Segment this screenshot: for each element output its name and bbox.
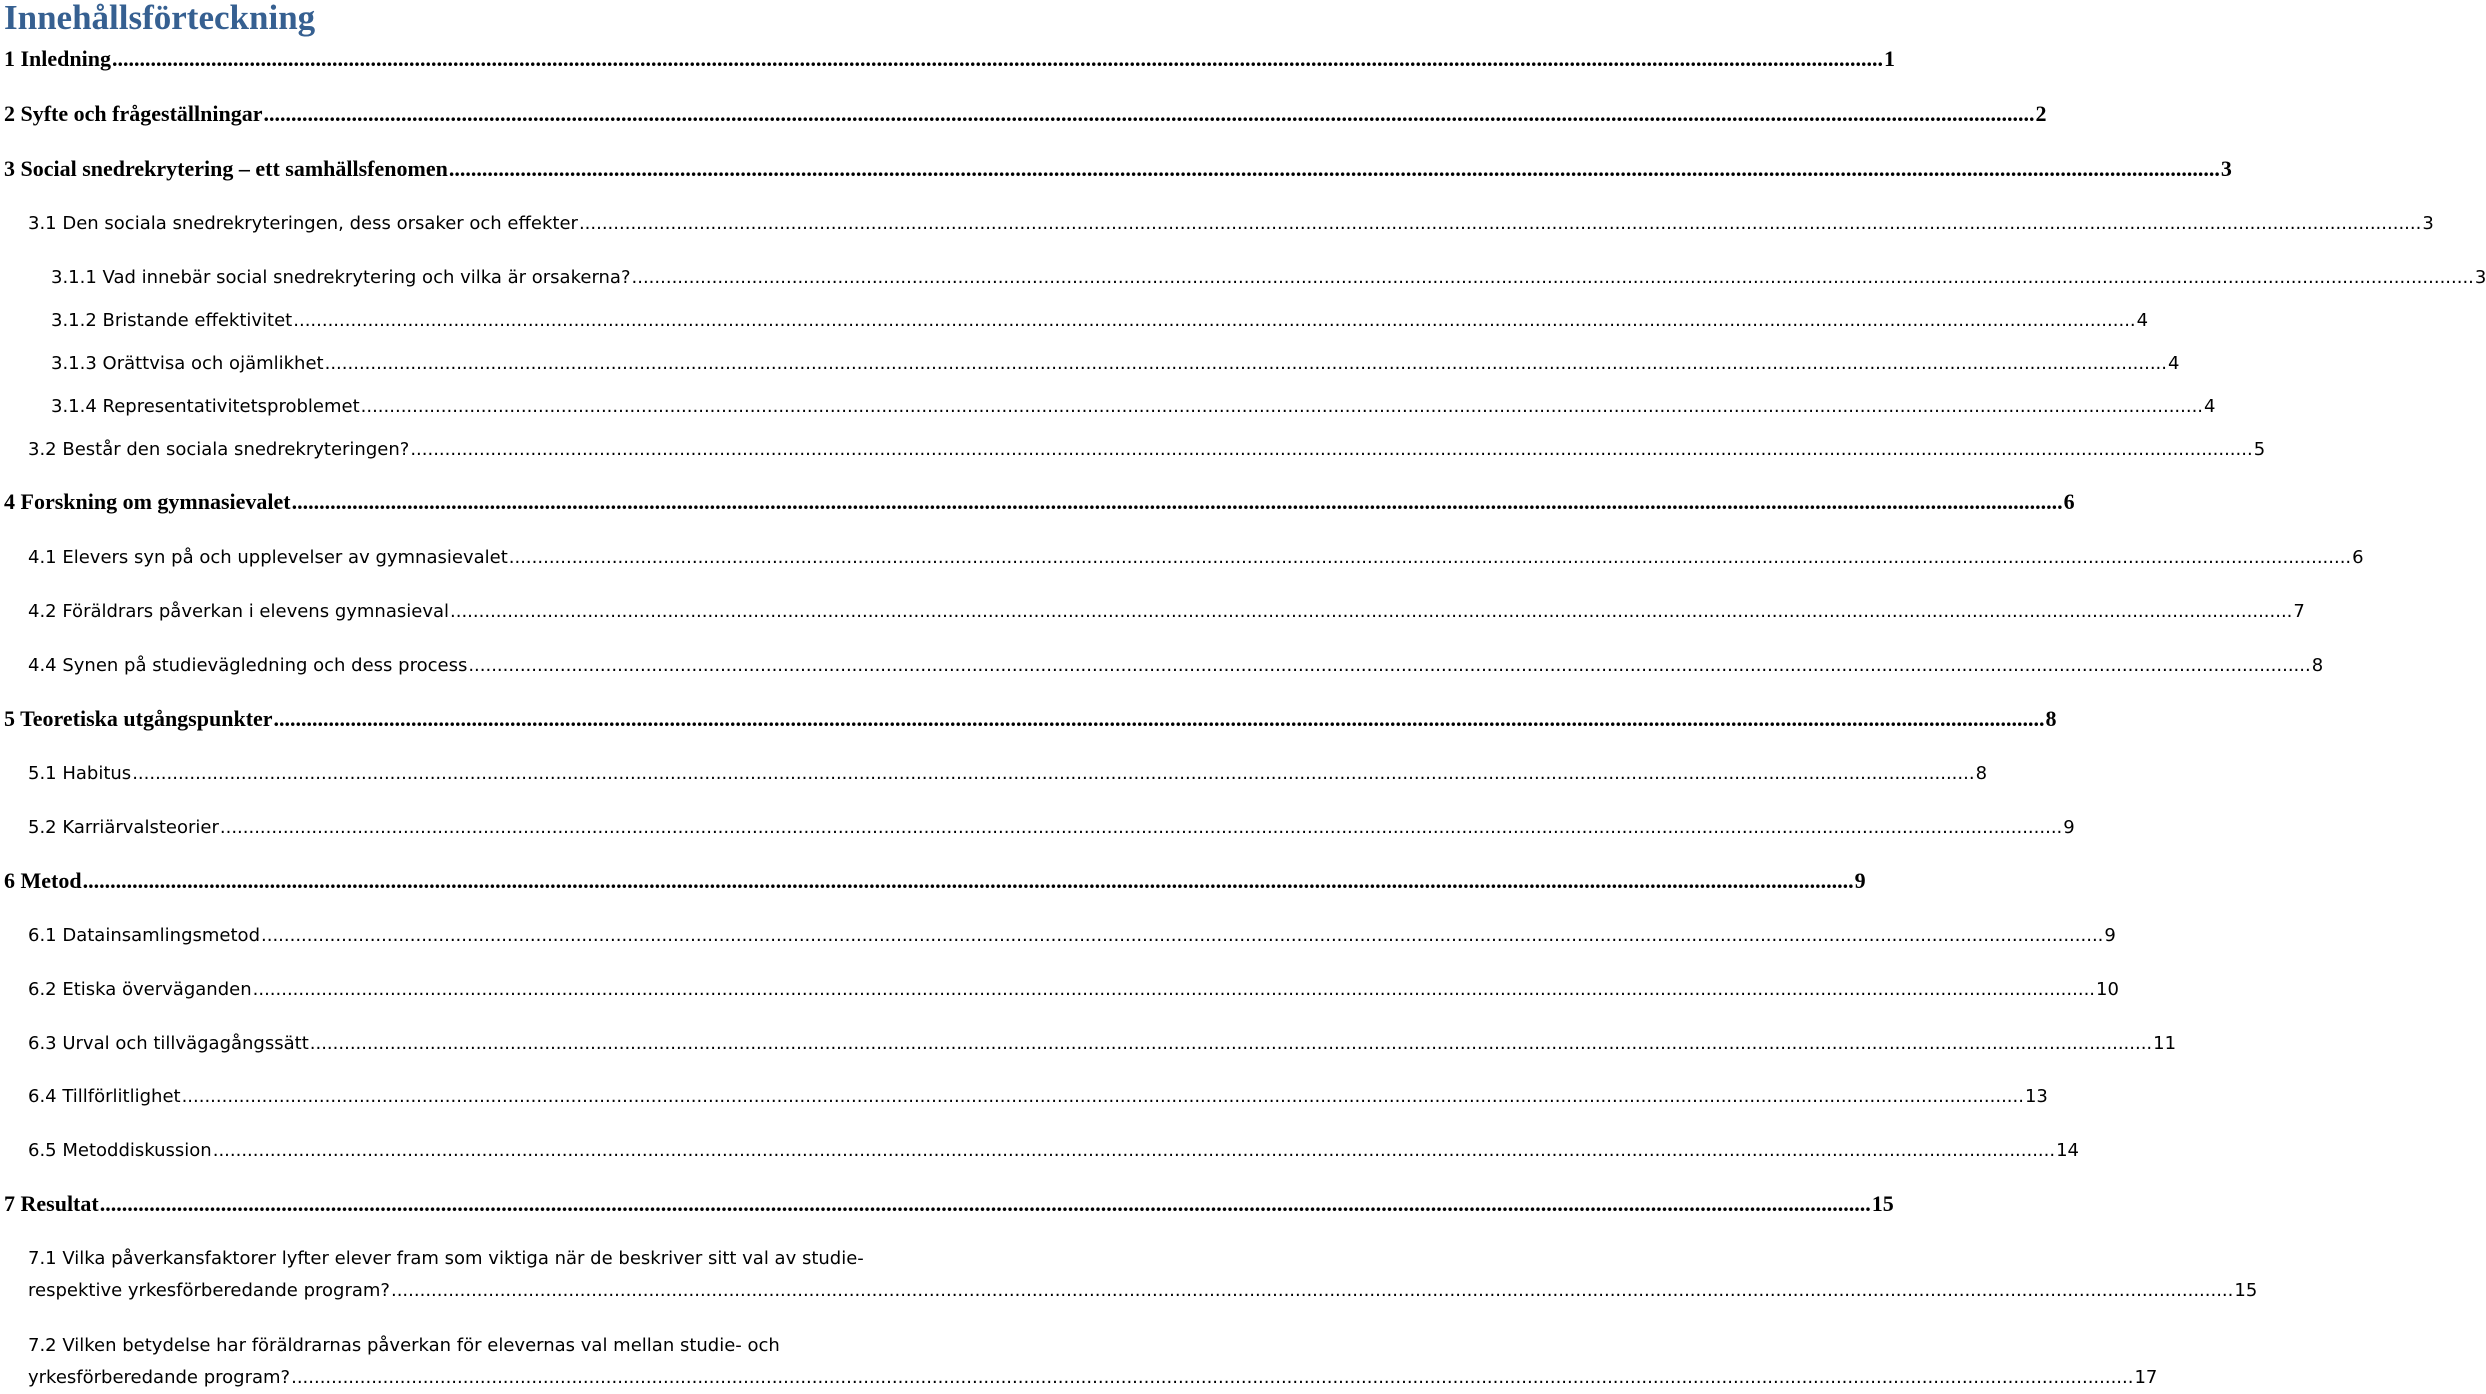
toc-entry-text: 4.4 Synen på studievägledning och dess process bbox=[28, 655, 468, 676]
toc-page-number: 15 bbox=[2234, 1280, 2258, 1301]
toc-entry-text: 6.1 Datainsamlingsmetod bbox=[28, 925, 260, 946]
toc-entry-5-2[interactable] bbox=[0, 817, 2075, 838]
toc-leader bbox=[112, 46, 1883, 72]
toc-entry-3[interactable] bbox=[0, 156, 2232, 182]
toc-leader bbox=[220, 817, 2062, 838]
toc-leader bbox=[292, 489, 2063, 515]
toc-entry-text: 5.2 Karriärvalsteorier bbox=[28, 817, 219, 838]
toc-leader bbox=[325, 353, 2167, 374]
toc-entry-text: 3.1.2 Bristande effektivitet bbox=[51, 310, 293, 331]
toc-page-number: 4 bbox=[2136, 310, 2149, 331]
toc-entry-text: 4 Forskning om gymnasievalet bbox=[4, 489, 291, 514]
toc-entry-text: 3.2 Består den sociala snedrekryteringen? bbox=[28, 439, 410, 460]
toc-entry-6-5[interactable] bbox=[0, 1140, 2080, 1161]
toc-entry-6-1[interactable] bbox=[0, 925, 2116, 946]
toc-page-number: 8 bbox=[1975, 763, 1988, 784]
toc-page-number: 1 bbox=[1884, 46, 1895, 71]
toc-page-number: 9 bbox=[2063, 817, 2075, 838]
toc-leader bbox=[100, 1191, 1871, 1217]
toc-entry-2[interactable] bbox=[0, 101, 2047, 127]
toc-entry-text: 7.1 Vilka påverkansfaktorer lyfter elever fram som viktiga när de beskriver sitt val av studie- bbox=[28, 1248, 864, 1269]
toc-entry-7[interactable] bbox=[0, 1191, 1894, 1217]
toc-entry-text: 3.1.3 Orättvisa och ojämlikhet bbox=[51, 353, 324, 374]
toc-entry-7-2[interactable] bbox=[0, 1330, 2158, 1394]
toc-leader bbox=[509, 547, 2351, 568]
toc-leader bbox=[391, 1275, 2233, 1307]
toc-page-number: 6 bbox=[2352, 547, 2364, 568]
toc-leader bbox=[291, 1362, 2133, 1394]
toc-entry-6-2[interactable] bbox=[0, 979, 2119, 1000]
toc-title: Innehållsförteckning bbox=[4, 0, 316, 37]
toc-page-number: 3 bbox=[2220, 156, 2232, 181]
toc-entry-7-1[interactable] bbox=[0, 1243, 2258, 1307]
toc-page-number: 15 bbox=[1871, 1191, 1894, 1216]
toc-leader bbox=[449, 156, 2220, 182]
toc-page-number: 17 bbox=[2134, 1367, 2158, 1388]
toc-leader bbox=[361, 396, 2203, 417]
toc-entry-6[interactable] bbox=[0, 868, 1866, 894]
toc-leader bbox=[579, 213, 2421, 234]
toc-entry-text: 7.2 Vilken betydelse har föräldrarnas påverkan för elevernas val mellan studie- och bbox=[28, 1335, 780, 1356]
toc-entry-4-2[interactable] bbox=[0, 601, 2305, 622]
toc-entry-text: 6.4 Tillförlitlighet bbox=[28, 1086, 181, 1107]
toc-page-number: 9 bbox=[2104, 925, 2116, 946]
toc-page-number: 10 bbox=[2096, 979, 2119, 1000]
toc-entry-4[interactable] bbox=[0, 489, 2075, 515]
toc-page-number: 9 bbox=[1854, 868, 1866, 893]
toc-page-number: 7 bbox=[2293, 601, 2305, 622]
toc-page-number: 14 bbox=[2056, 1140, 2080, 1161]
toc-entry-3-1[interactable] bbox=[0, 213, 2434, 234]
toc-page-number: 5 bbox=[2253, 439, 2266, 460]
toc-entry-text: 7 Resultat bbox=[4, 1191, 99, 1216]
toc-page-number: 3 bbox=[2474, 267, 2486, 288]
toc-leader bbox=[274, 706, 2045, 732]
toc-page-number: 8 bbox=[2045, 706, 2057, 731]
toc-entry-text: 6.5 Metoddiskussion bbox=[28, 1140, 212, 1161]
toc-entry-5[interactable] bbox=[0, 706, 2057, 732]
toc-page-number: 11 bbox=[2153, 1033, 2177, 1054]
toc-entry-text-continued: yrkesförberedande program? bbox=[28, 1367, 291, 1388]
toc-leader bbox=[310, 1033, 2152, 1054]
toc-page-number: 13 bbox=[2024, 1086, 2048, 1107]
toc-leader bbox=[261, 925, 2103, 946]
toc-entry-text: 5 Teoretiska utgångspunkter bbox=[4, 706, 273, 731]
toc-entry-5-1[interactable] bbox=[0, 763, 1988, 784]
toc-page-number: 4 bbox=[2168, 353, 2180, 374]
toc-leader bbox=[450, 601, 2292, 622]
toc-leader bbox=[83, 868, 1854, 894]
toc-entry-text: 6.2 Etiska överväganden bbox=[28, 979, 252, 1000]
toc-leader bbox=[410, 439, 2252, 460]
toc-entry-text: 2 Syfte och frågeställningar bbox=[4, 101, 263, 126]
toc-entry-text: 3.1 Den sociala snedrekryteringen, dess orsaker och effekter bbox=[28, 213, 578, 234]
toc-page-number: 3 bbox=[2422, 213, 2434, 234]
toc-entry-3-1-4[interactable] bbox=[0, 396, 2216, 417]
toc-entry-6-3[interactable] bbox=[0, 1033, 2177, 1054]
toc-entry-text: 5.1 Habitus bbox=[28, 763, 132, 784]
toc-leader bbox=[253, 979, 2095, 1000]
toc-entry-6-4[interactable] bbox=[0, 1086, 2048, 1107]
toc-entry-3-2[interactable] bbox=[0, 439, 2266, 460]
toc-entry-3-1-2[interactable] bbox=[0, 310, 2149, 331]
toc-leader bbox=[213, 1140, 2055, 1161]
toc-leader bbox=[293, 310, 2135, 331]
toc-entry-text: 3 Social snedrekrytering – ett samhällsfenomen bbox=[4, 156, 448, 181]
toc-entry-text: 3.1.4 Representativitetsproblemet bbox=[51, 396, 360, 417]
toc-entry-4-1[interactable] bbox=[0, 547, 2364, 568]
toc-entry-text: 1 Inledning bbox=[4, 46, 111, 71]
toc-entry-1[interactable] bbox=[0, 46, 1895, 72]
toc-entry-text: 4.1 Elevers syn på och upplevelser av gymnasievalet bbox=[28, 547, 508, 568]
toc-leader bbox=[263, 101, 2034, 127]
toc-entry-text: 6.3 Urval och tillvägagångssätt bbox=[28, 1033, 309, 1054]
toc-page-number: 6 bbox=[2063, 489, 2075, 514]
toc-page-number: 2 bbox=[2035, 101, 2047, 126]
toc-entry-3-1-1[interactable] bbox=[0, 267, 2486, 288]
toc-leader bbox=[632, 267, 2474, 288]
toc-entry-text: 6 Metod bbox=[4, 868, 82, 893]
toc-entry-text-continued: respektive yrkesförberedande program? bbox=[28, 1280, 390, 1301]
toc-entry-4-4[interactable] bbox=[0, 655, 2324, 676]
toc-leader bbox=[182, 1086, 2024, 1107]
toc-leader bbox=[132, 763, 1974, 784]
toc-page-number: 8 bbox=[2311, 655, 2324, 676]
toc-page-number: 4 bbox=[2204, 396, 2216, 417]
toc-leader bbox=[468, 655, 2310, 676]
toc-entry-text: 4.2 Föräldrars påverkan i elevens gymnasieval bbox=[28, 601, 450, 622]
toc-entry-3-1-3[interactable] bbox=[0, 353, 2180, 374]
toc-entry-text: 3.1.1 Vad innebär social snedrekrytering och vilka är orsakerna? bbox=[51, 267, 631, 288]
